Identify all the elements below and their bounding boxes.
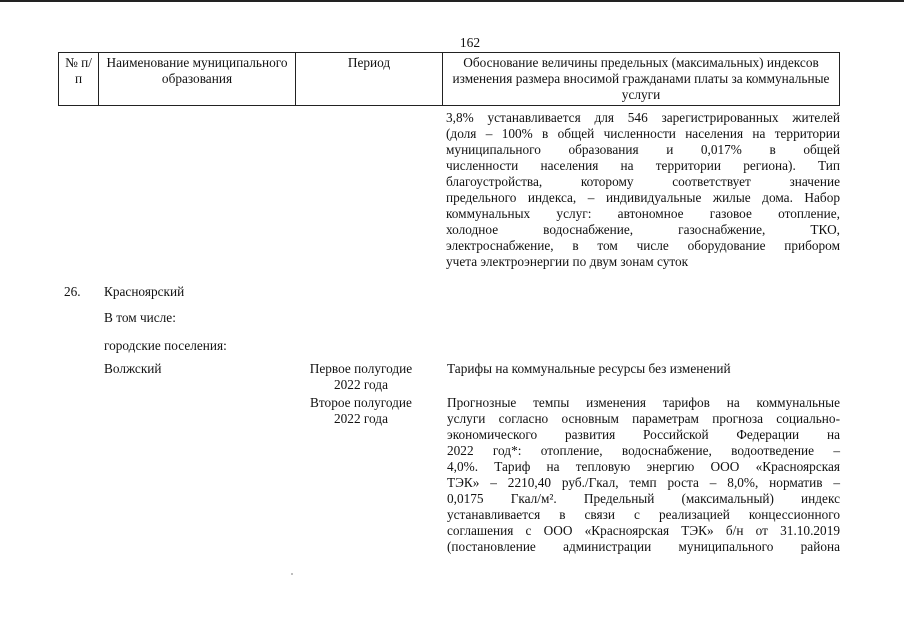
header-justification: Обоснование величины предельных (максимальных) индексов изменения размера вносимой гражданами платы за коммунальные услуги — [443, 53, 840, 106]
page-number: 162 — [459, 35, 481, 50]
header-number: № п/п — [59, 53, 99, 106]
text-line: электроснабжение, в том числе оборудование прибором — [446, 238, 840, 253]
period-line: Первое полугодие — [309, 361, 413, 376]
text-line: 4,0%. Тариф на тепловую энергию ООО «Красноярская — [447, 459, 840, 474]
text-line: предельного индекса, – индивидуальные жилые дома. Набор — [446, 190, 840, 205]
text-line: услуги согласно основным параметрам прогноза социально- — [447, 411, 840, 426]
tariff-unchanged-text: Тарифы на коммунальные ресурсы без изменений — [447, 361, 731, 376]
text-line: (постановление администрации муниципального района — [447, 539, 840, 554]
text-line: муниципального образования и 0,017% в общей — [446, 142, 840, 157]
scan-speck — [291, 573, 293, 575]
period-first-half — [291, 361, 431, 393]
text-line: (доля – 100% в общей численности населения на территории — [446, 126, 840, 141]
forecast-text — [447, 395, 840, 555]
urban-settlements-label: городские поселения: — [104, 338, 227, 353]
text-line: учета электроэнергии по двум зонам суток — [446, 254, 689, 269]
text-line: экономического развития Российской Федерации на — [447, 427, 840, 442]
header-period: Период — [296, 53, 443, 106]
text-line: благоустройства, которому соответствует значение — [446, 174, 840, 189]
text-line: ТЭК» – 2210,40 руб./Гкал, темп роста – 8,0%, норматив – — [447, 475, 840, 490]
header-municipality: Наименование муниципального образования — [99, 53, 296, 106]
text-line: Прогнозные темпы изменения тарифов на коммунальные — [447, 395, 840, 410]
text-line: коммунальных услуг: автономное газовое отопление, — [446, 206, 840, 221]
period-year: 2022 года — [334, 377, 388, 392]
text-line: устанавливается в связи с реализацией концессионного — [447, 507, 840, 522]
text-line: 3,8% устанавливается для 546 зарегистрированных жителей — [446, 110, 840, 125]
top-border-line — [0, 0, 904, 2]
row-number-26: 26. — [64, 284, 81, 299]
including-label: В том числе: — [104, 310, 176, 325]
text-line: 2022 год*: отопление, водоснабжение, водоотведение – — [447, 443, 840, 458]
settlement-name: Волжский — [104, 361, 162, 376]
period-line: Второе полугодие — [310, 395, 412, 410]
period-year: 2022 года — [334, 411, 388, 426]
period-second-half — [291, 395, 431, 427]
table-header — [58, 52, 840, 106]
continuation-text — [446, 110, 840, 270]
text-line: численности населения на территории региона). Тип — [446, 158, 840, 173]
text-line: холодное водоснабжение, газоснабжение, ТКО, — [446, 222, 840, 237]
text-line: 0,0175 Гкал/м². Предельный (максимальный) индекс — [447, 491, 840, 506]
municipality-name: Красноярский — [104, 284, 185, 299]
text-line: соглашения с ООО «Красноярская ТЭК» б/н от 31.10.2019 — [447, 523, 840, 538]
